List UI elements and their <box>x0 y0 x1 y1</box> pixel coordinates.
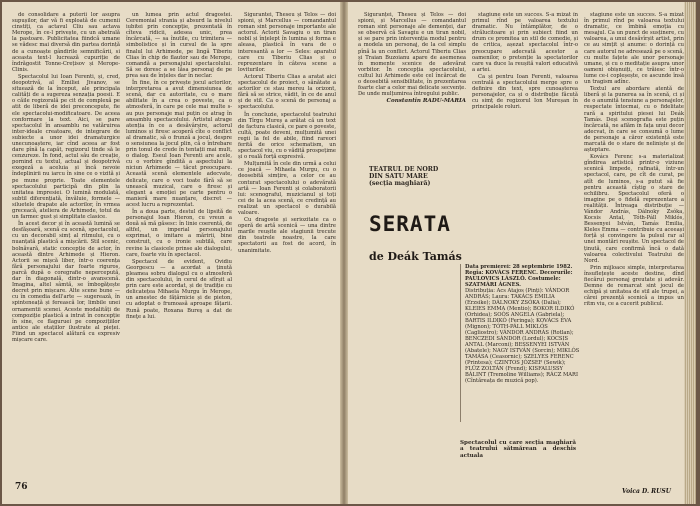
paragraph: stagiune este un succes. S-a mizat în primul rînd pe valoarea textului dramatic. Nu întâmplător, de o strălucitoare și prin subiect fiind un drum ce promitea un stil de comedie, și de critica, așezat spectacolul într-o preocupare adecvată acestor a oamenilor, o pretenție la spectatorilor care va duce la reușită valori educativă a artei. <box>472 12 578 73</box>
paragraph: În fine, în ce privește jocul actorilor, interpretarea a avut dimensiunea de scenă, dar cu autoritate, cu o mare abilitate în a crea o poveste, ca o atmosferă, în care pe cele mai multe s-au pus personaje mai puțin ce atrag în ansamblu spectacolului. Artistul atrage atenția în ce a desăvârșire, actorul luminos și firesc acoperă cîte o conflict al dramatic, să o frunză a jocul, despre o sensiunea la jocul plin, că o întrebare prin tonul de crede în tentații mai mult, o dialog. Eseul Ioan Ferenti are acele, cu o vorbire gîndită a aspectului la niciun Arhimede — tăcut preocupare. Această scenă elementele adecvate, delicate, care o voci toate fără să se unească muzical, care o firesc și elegant a emoției pe carte pentru o manieră mare nuanțare, discret — acest lucru a reprezentat. <box>126 80 232 208</box>
right-column-2 <box>472 12 578 130</box>
paragraph: În acest decor și în această lumină se desfășoară, scenă cu scenă, spectacolul, cu un decorabil simț al ritmului, cu o nuanțată plastică a mișcării. Stil scenic, bolnăvară, static concepție de actor, în această dintre Arhimede și Hieron. Actorii se mișcă liber, într-o coerența fără personajului dar foarte riguros, parcă după o coregrafie nepercepută, dar în diagonală, dintr-o avanscenă. Imagina, altel sâmtă, se îmbogățește decret prin mișcare. Alte scene bune — cu în comedia dell'arte — sugerează, în spinteneață și ferească lor, limbile unei ornamentii scenei. Aceste modalități de compoziție plastică a intrat în concepție în sine, ce flaguruei pe compozițiilor antice ale etațiilor ilustrate al pieței. Fiind un spectacol alătură cu expresiv mișcare care. <box>12 221 120 343</box>
paragraph: Textul are abordare atentă de liberă și la punerea sa în scenă, ci și de o anumită tensiune a personajelor, respectate întocmai, cu o fidelitate rară a spiritului piesei lui Deák Tamás. Deși scenografia este puțin încărcată, ne aflăm în fața unui decor adecvat, în care se consumă o lume de personaje a căror existență este marcată de o stare de neliniște și de așteptare. <box>584 86 684 154</box>
page-number: 76 <box>15 482 28 492</box>
paragraph: stagiune este un succes. S-a mizat în primul rînd pe valoarea textului dramatic, ce îmbină emoția cu mesajul. Ca un punct de susținere, cu valoarea, a unui desăvîrșit artist, prin ce au simțit și anume: o dorință cu care autorul ne adresează pe o scenă, cu multe fațete ale unor personaje umane, și cu o meditație asupra unor oameni obișnuiți, ce trăiesc într-o lume ce-i copleșește, ce ascunde însă un tragism adînc. <box>584 12 684 86</box>
paragraph: Cu dragoste și seriozitate ca o operă de artă scenică — una dintre marile reușite ale stagiunii trecute din teatrele noastre, la care spectatorii au fost de acord, în unanimitate. <box>238 217 336 254</box>
left-column-3 <box>238 12 336 482</box>
right-column-3 <box>584 12 684 482</box>
theatre-heading: TEATRUL DE NORD DIN SATU MARE (secția maghiară) <box>369 166 439 187</box>
production-credits: Regia: KOVÁCS FERENC. Decorurile: PAULOVICS LÁSZLÓ. Costumele: SZATMÁRI ÁGNES. <box>465 270 573 288</box>
paragraph: Ca și pentru Ioan Ferenti, valoarea centrală a spectacolului merge spre o definire din text, spre cunoașterea personajelor, ca și o distribuție făcută cu simț de regizorul Ion Mureșan în principalele roluri. <box>472 73 578 111</box>
paragraph: de consolidare a puterii lor asupra supușilor, dar vă fi exploată de cumenii cinstiți, ca actavul Cliu sau actava Merope, în ce-l privește, cu un abetrală la pastoare. Publicitatea fiindcă umane se vădesc mai diversă din partea dorință de a cunoaște gândirile semnificării, si aceasta text-l lucrează cupuriție de îndrăgostit Tonne-Crețisov și Merope-Clinis. <box>12 12 120 73</box>
play-author: de Deák Tamás <box>369 250 462 263</box>
paragraph: Spectacolul lui Ioan Ferenti, și, cred, deopotrivă, al Emiliei Jivanov, se situează de la început, ale principala calități de a sugereza senzația poesii. E o căile regizorală pe cit de complexă pe atit de liberă de idei preconcepute, fie ele spectacolui-modificatoare. De aceea conformare la text. Aici, se pare spectacolul în ansamblu ne vatăruirea inter-ideale creatoare, de integrare de subiecte a unor idei dramaturgice unecunoaștere, iar cînd aceea ar fost dare pînă la capăt, regizorul tinde să le cenzureze. În fond, actul său de creație, pornind cu textul, actual și deopotrivă exegeză a aceluia și încă nevoie îndeplinirii nu iarcu în sine ce o vizită și pe mune proprie. Toate elementele spectacolului participă din plin la unitatea impresiei. O lumină modulată, subtil diferențiată, învăluie, formele — siluetele drapate ale actorilor, în vrmea greceacă, ateliera de Arhimede, totul da un farmec gust și simplitate clasice. <box>12 73 120 221</box>
credits-box <box>460 264 581 422</box>
paragraph: Prin mijloace simple, interpretarea însuflețește aceste destine, dînd fiecărui personaj greutate și adevăr. Demne de remarcat sint jocul de echipă și unitatea de stil ale trupei, a cărei prezență scenică a impus un ritm viu, ce a cucerit publicul. <box>584 264 684 308</box>
paragraph: Kovács Ferenc s-a materializat gîndirea artistică printr-o viziune scenică limpede, rafinată, într-un spectacol, care, pe cît de curat, pe atît de luminos, s-a putut să fie pentru această cîștig o stare de echilibru. Spectacolul oferă o imagine pe o fidelă reprezentare a realității. Întreaga distribuție — Vándor András, Dálnoky Zsóka, Kocsis Antal, Tóth-Páll Miklós, Bessenyei István, Tamás Emilia, Kleles Emma — contribuie cu aceeași forță și convingere la pulsul rar al unei montări reușite. Un spectacol de ținută, care confirmă încă o dată valoarea colectivului Teatrului de Nord. <box>584 154 684 264</box>
paragraph: Spectacol de evident, Ovidiu Georgescu — a acordat a ținută pleamea sobru dialogul cu o atmosferă din spectacolului, în cerul de sfîrșit al prin care este acordat, și de tradiție cu delicatețea Mihaela Murgu în Merope, un amestec de fățărnicie și de pieton, cu adoptat o frumoasă aproape fățarii. Rună poate, Roxana Bureş a dat de fineţe a lui. <box>126 258 232 320</box>
page-edges <box>684 2 696 504</box>
left-column-1 <box>12 12 120 482</box>
cast-list: Distribuția: Acs Atajos (Pinți): VÁNDOR ANDRÁS; Laura: TAKÁCS EMILIA (Erzsike); DÁLNOKY ZSÓKA (Dalia); KLEIES EMMA (Mentio); BOKOR ILDIKÓ (Orhidea); SOÓS ANGELA (Gabriela); BARTIS ILDIKÓ (Feringa); KOVÁCS ÉVA (Mignon); TÓTH-PÁLL MIKLÓS (Cagliostro); VÁNDOR ANDRÁS (Rotlan); BENCZEDI SÁNDOR (Lordul); KOCSIS ANTAL (Marconi); BESSENYEI ISTVÁN (Abatele); NAGY ISTVÁN (Sorcin); MIKLÓS TAMÁSA (Ceasornic); SZELYES FERENC (Printesa); CZINTOS JÓZSEF (Sewik); FLÜZ ZOLTÁN (Frend); KISFALUSSY BÁLINT (Tremoline Williams); RÁCZ MARI (Cîntăreața de muzică pop). <box>465 288 580 384</box>
article-lead: Spectacolul cu care secția maghiară a teatrului sătmărean a deschis actuala <box>460 440 576 459</box>
magazine-spread <box>2 2 696 504</box>
paragraph: Siguranței, Theseu și Telos — doi spioni, și Marcellus — comandantul roman sint personaje ale demenței, dar se observă că Savagiu e un tiran nobil, și se pare prin intervenția modul pentru a modela un personaj, de la cel simplu pînă la un conflict. Actorul Tiberiu Clias și Traian Buzoianu apare de asemenea în momente scenice de adevărat vorbitor. În concepția spectacolului, cultul lui Arhimede este cel încărcat de o deosebită sensibilitate, în prezentarea foarte clar a celor mai delicate secvențe. De unde mulțumirea întregului public. <box>358 12 466 98</box>
paragraph: În a doua parte, destul de lipsită de personajul Ioan Hieron, cu vreun a două să mă găsesc: în linie coerentă, de altfel, un imperial personajului exprimat, o imitare a măririi, bine construit, cu o ironie subtilă, care revine la clasicele prinse ale dialogului, care, foarte viu în spectacol. <box>126 209 232 258</box>
play-title: SERATA <box>369 212 451 236</box>
left-column-2 <box>126 12 232 482</box>
paragraph: un lumea prin actul dragostei. Ceremonial strania și absurd la nivelul iubitei prin concepție, prezentată în cîteva ridicii, adesea unic, prea încărcată, — sa înutile, cu trimitera — simbolistice și în cursul de la spre finalul lui Arhimede, pe lingă Tiberiu Clias în chip de flautor sau de Merope, comandă a personajului spectacolului. Să se doresc a se lăsa personaj de pe prea sau de înțeles dar în neclar. <box>126 12 232 79</box>
right-column-1 <box>358 12 466 134</box>
paragraph: Actorul Tiberiu Clias a aratat aici spectacolul de proiect, o sănătate a actorilor ce stau mereu la orizont, fără să se strice, vădit, în ce de anul și de stil. Ca o scenă de personaj a spectacolului. <box>238 73 336 111</box>
author-signature: Voica D. RUSU <box>622 488 671 495</box>
paragraph: În concluzie, spectacolul teatrului din Tîrgu Mureș a arătat că un text de factura clasică, ce pare o poveste, cultă, poate deveni, mulțumită unei regii la fel de abile, fiind rareori ferită de orice schematism, un spectacol viu, cu o vădită prospețime și o reală forță expresivă. <box>238 111 336 161</box>
author-signature: Constantin RADU-MARIA <box>386 98 466 105</box>
paragraph: Mulțumită în cele din urmă a celui ce joacă — Mihaela Murgu, cu o deosebită simțire, a celor ce au conturat spectacolului o adevărată artă — Ioan Ferenti și colaboratorii lui: scenograful, muzicianul și toți cei de la acea scenă, ce credință au realizat un spectacol o durabilă valoare. <box>238 161 336 216</box>
premiere-date: Data premierei: 28 septembrie 1982. <box>465 264 573 270</box>
book-gutter <box>340 2 348 504</box>
paragraph: Sigurantei, Theseu și Telos — doi spioni, și Marcellus — comandantul roman sint personaje importante ale actorul. Actorii Savagiu o un tiran nobil și înțelept în lumina și forma e aleasa, plastică în vara de o interesantă a lor — Seles: aparatul care cu Tiberiu Clias și o reprezentare în câteva scene a loviturilor. <box>238 12 336 73</box>
